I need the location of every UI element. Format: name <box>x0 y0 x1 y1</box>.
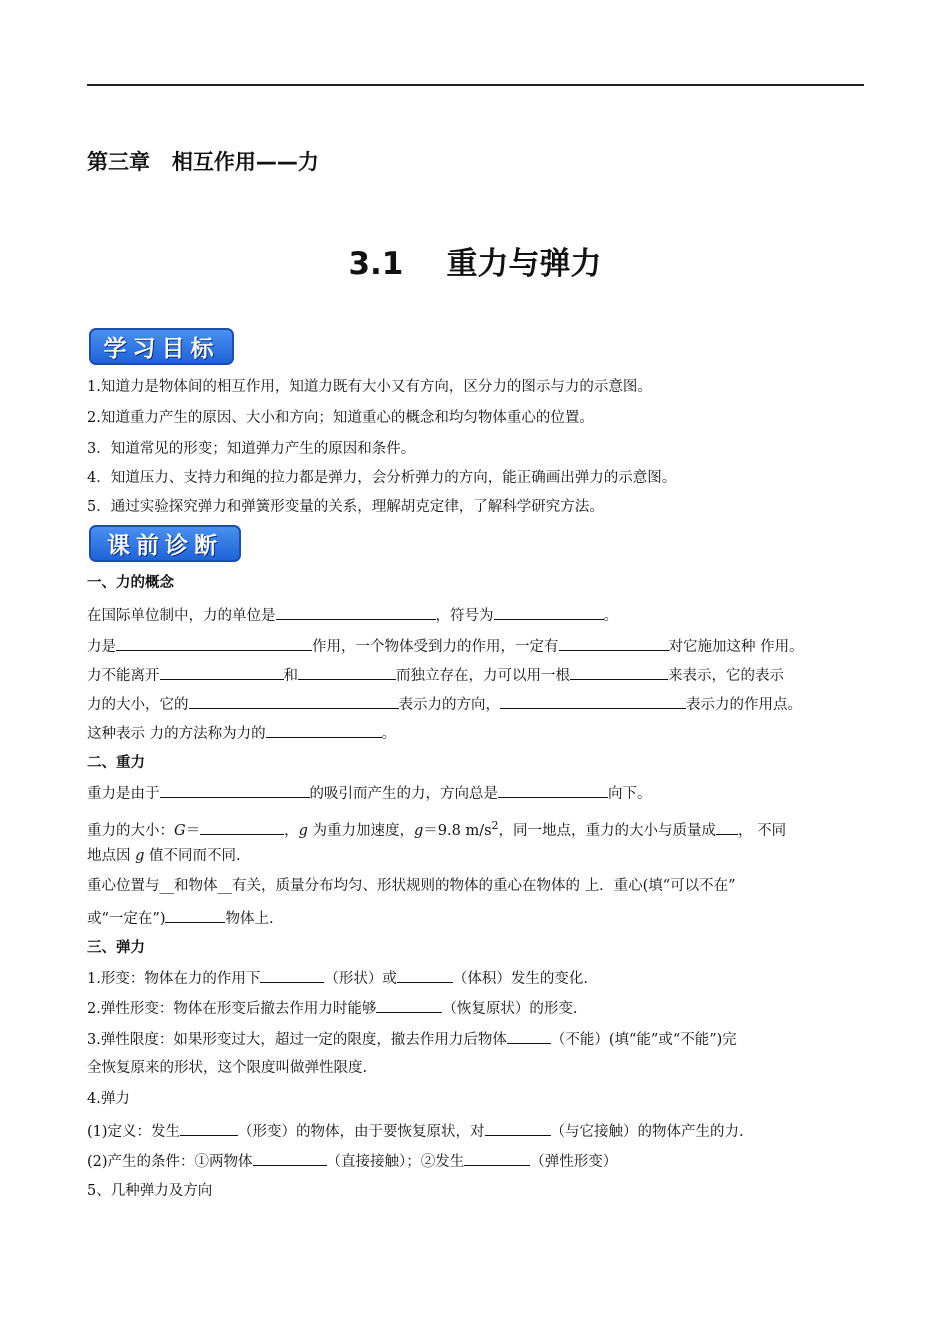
sec3-line5: 4.弹力 <box>87 1091 130 1107</box>
header-rule <box>87 84 864 86</box>
answer-blank[interactable] <box>500 694 686 709</box>
sec2-line2: 重力的大小：G＝ ，g 为重力加速度，g＝9.8 $m/s^2$，同一地点，重力的大小与质量成 ， 不同 <box>87 819 787 839</box>
sec3-line8: 5、几种弹力及方向 <box>87 1183 213 1199</box>
answer-blank[interactable] <box>298 665 396 680</box>
answer-blank[interactable] <box>189 694 399 709</box>
sec1-line1: 在国际单位制中，力的单位是 ，符号为 。 <box>87 605 864 625</box>
answer-blank[interactable] <box>397 968 453 983</box>
sec2-heading: 二、重力 <box>87 755 145 771</box>
answer-blank[interactable] <box>376 998 442 1013</box>
sec3-line1: 1.形变：物体在力的作用下 （形状）或 （体积）发生的变化. <box>87 968 864 988</box>
sec3-line3: 3.弹性限度：如果形变过大，超过一定的限度，撤去作用力后物体 （不能）(填“能”或“不能”)完 <box>87 1029 864 1049</box>
sec1-line3: 力不能离开 和 而独立存在，力可以用一根 来表示，它的表示 <box>87 665 864 685</box>
answer-blank[interactable] <box>498 783 608 798</box>
answer-blank[interactable] <box>200 820 284 835</box>
sec3-line6: (1)定义：发生 （形变）的物体，由于要恢复原状，对 （与它接触）的物体产生的力. <box>87 1121 864 1141</box>
answer-blank[interactable] <box>559 636 669 651</box>
answer-blank[interactable] <box>494 605 604 620</box>
section-title: 3.1 重力与弹力 <box>348 246 602 282</box>
answer-blank[interactable] <box>464 1151 530 1166</box>
objective-2: 2.知道重力产生的原因、大小和方向；知道重心的概念和均匀物体重心的位置。 <box>87 410 594 426</box>
answer-blank[interactable] <box>116 636 312 651</box>
objective-1: 1.知道力是物体间的相互作用，知道力既有大小又有方向，区分力的图示与力的示意图。 <box>87 379 652 395</box>
objective-3: 3．知道常见的形变；知道弹力产生的原因和条件。 <box>87 441 416 457</box>
sec3-line2: 2.弹性形变：物体在形变后撤去作用力时能够 （恢复原状）的形变. <box>87 998 864 1018</box>
sec2-line5: 或“一定在”) 物体上. <box>87 908 864 928</box>
sec1-heading: 一、力的概念 <box>87 575 174 591</box>
answer-blank[interactable] <box>485 1121 551 1136</box>
sec3-line4: 全恢复原来的形状，这个限度叫做弹性限度. <box>87 1060 368 1076</box>
answer-blank[interactable] <box>165 908 225 923</box>
answer-blank[interactable] <box>160 783 310 798</box>
answer-blank[interactable] <box>266 723 382 738</box>
sec3-heading: 三、弹力 <box>87 940 145 956</box>
sec2-line1: 重力是由于 的吸引而产生的力，方向总是 向下。 <box>87 783 864 803</box>
answer-blank[interactable] <box>260 968 324 983</box>
objectives-banner: 学习目标 <box>89 328 234 365</box>
answer-blank[interactable] <box>160 665 284 680</box>
sec1-line5: 这种表示 力的方法称为力的 。 <box>87 723 864 743</box>
answer-blank[interactable] <box>276 605 436 620</box>
sec3-line7: (2)产生的条件：①两物体 （直接接触）；②发生 （弹性形变） <box>87 1151 864 1171</box>
answer-blank[interactable] <box>507 1029 551 1044</box>
answer-blank[interactable] <box>570 665 668 680</box>
answer-blank[interactable] <box>716 820 738 835</box>
sec2-line4: 重心位置与__和物体__有关，质量分布均匀、形状规则的物体的重心在物体的 上．重心(填“可以不在” <box>87 878 736 894</box>
sec1-line4: 力的大小，它的 表示力的方向， 表示力的作用点。 <box>87 694 864 714</box>
diagnosis-banner: 课前诊断 <box>89 525 241 562</box>
objective-5: 5．通过实验探究弹力和弹簧形变量的关系，理解胡克定律，了解科学研究方法。 <box>87 499 604 515</box>
answer-blank[interactable] <box>253 1151 327 1166</box>
answer-blank[interactable] <box>180 1121 238 1136</box>
sec2-line3: 地点因 g 值不同而不同. <box>87 848 241 864</box>
chapter-title: 第三章 相互作用——力 <box>87 150 319 174</box>
sec1-line2: 力是 作用，一个物体受到力的作用，一定有 对它施加这种 作用。 <box>87 636 864 656</box>
objective-4: 4．知道压力、支持力和绳的拉力都是弹力，会分析弹力的方向，能正确画出弹力的示意图。 <box>87 470 677 486</box>
